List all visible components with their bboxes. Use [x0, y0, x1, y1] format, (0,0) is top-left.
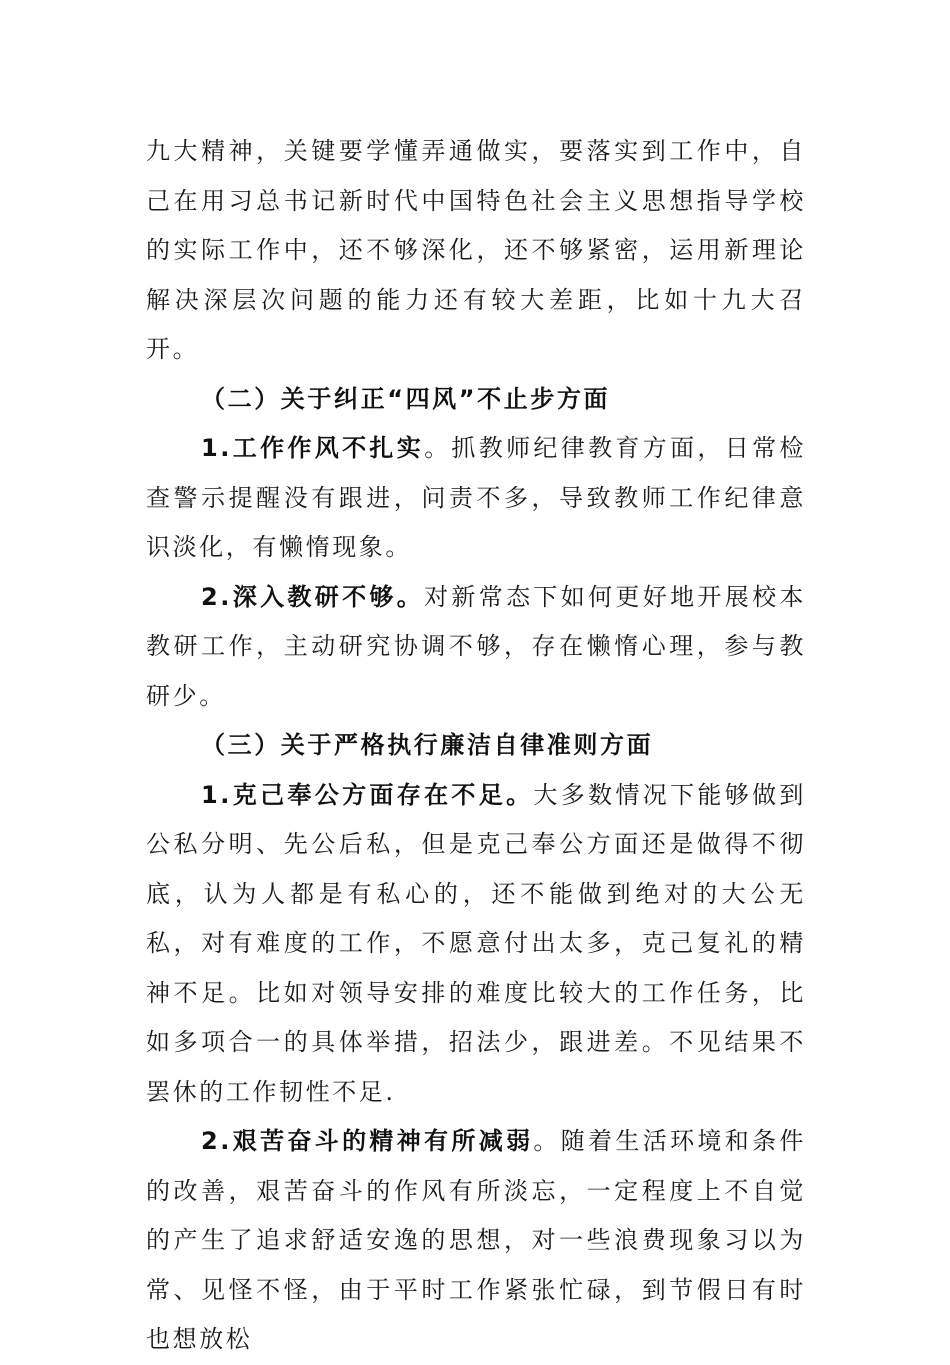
item-title: 1.工作作风不扎实: [201, 434, 425, 462]
paragraph-item-3-1: [146, 771, 806, 1118]
item-text: 。随着生活环境和条件的改善，艰苦奋斗的作风有所淡忘，一定程度上不自觉的产生了追求舒适安逸的思想，对一些浪费现象习以为常、见怪不怪，由于平时工作紧张忙碌，到节假日有时也想放松: [146, 1127, 806, 1353]
section-heading-3: [146, 721, 806, 771]
paragraph-item-2-2: [146, 573, 806, 722]
paragraph-continuation: [146, 127, 806, 375]
item-title: 2.艰苦奋斗的精神有所减弱: [201, 1127, 534, 1155]
item-text: 。抓教师纪律教育方面，日常检查警示提醒没有跟进，问责不多，导致教师工作纪律意识淡化，有懒惰现象。: [146, 434, 806, 561]
item-title: 2.深入教研不够。: [201, 582, 425, 611]
section-heading-text: （二）关于纠正“四风”不止步方面: [201, 384, 611, 413]
paragraph-item-2-1: [146, 424, 806, 573]
paragraph-item-3-2: [146, 1117, 806, 1365]
section-heading-2: [146, 375, 806, 425]
item-title: 1.克己奉公方面存在不足。: [201, 780, 534, 809]
item-text: 对新常态下如何更好地开展校本教研工作，主动研究协调不够，存在懒惰心理，参与教研少。: [146, 582, 806, 710]
section-heading-text: （三）关于严格执行廉洁自律准则方面: [201, 731, 654, 759]
document-body: [146, 127, 806, 1365]
paragraph-text: 九大精神，关键要学懂弄通做实，要落实到工作中，自己在用习总书记新时代中国特色社会主义思想指导学校的实际工作中，还不够深化，还不够紧密，运用新理论解决深层次问题的能力还有较大差距，比如十九大召开。: [146, 137, 806, 363]
item-text: 大多数情况下能够做到公私分明、先公后私，但是克己奉公方面还是做得不彻底，认为人都是有私心的，还不能做到绝对的大公无私，对有难度的工作，不愿意付出太多，克己复礼的精神不足。比如对领导安排的难度比较大的工作任务，比如多项合一的具体举措，招法少，跟进差。不见结果不罢休的工作韧性不足.: [146, 780, 806, 1106]
